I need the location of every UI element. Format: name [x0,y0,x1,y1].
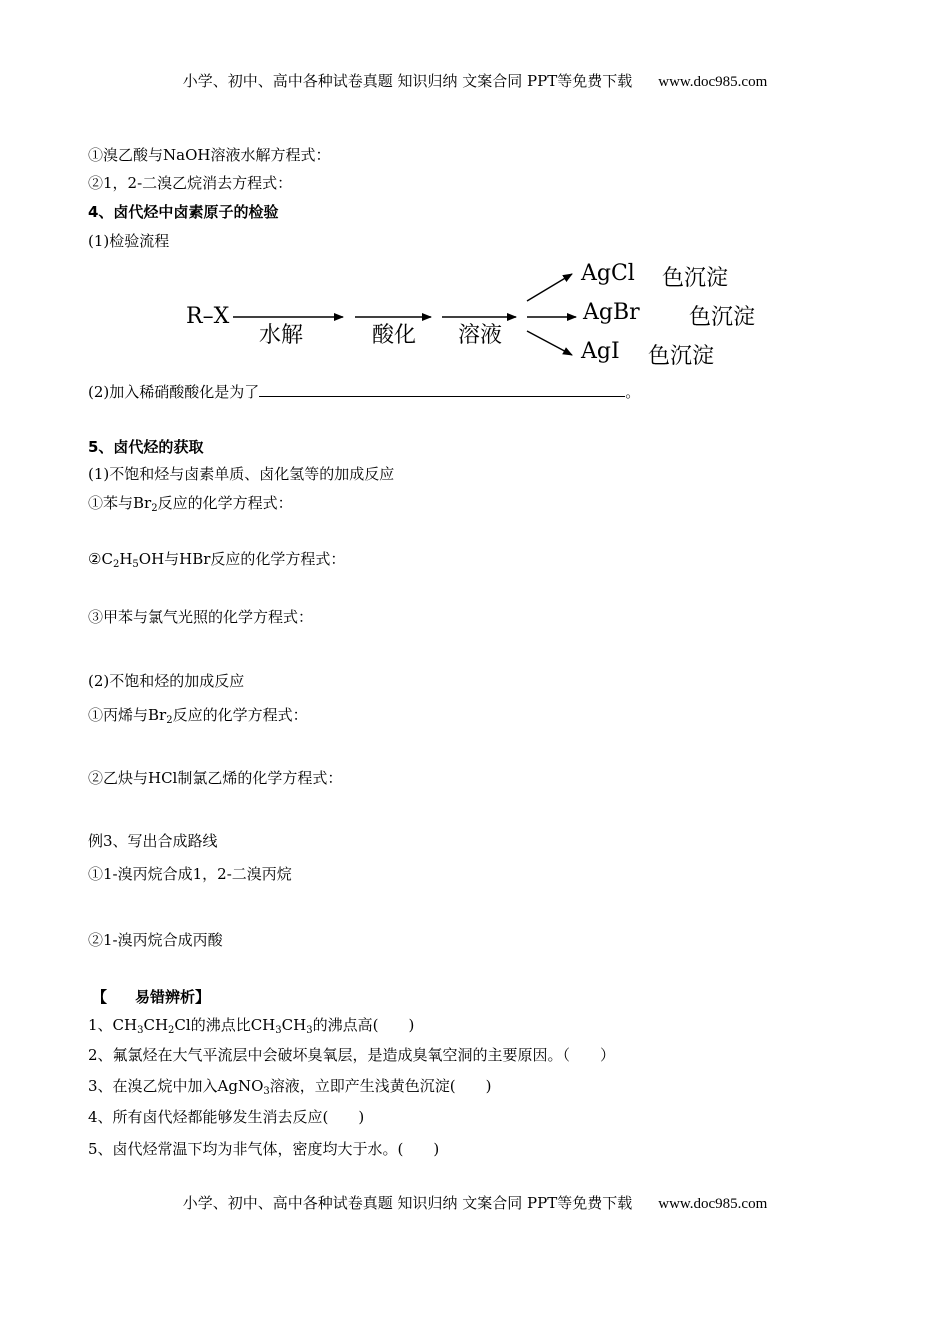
diagram-step-solution: 溶液 [458,323,503,348]
sub: 3 [306,1025,313,1036]
e3-part: ) [485,1077,492,1095]
propene-br2-text: ①丙烯与Br [88,706,167,724]
diagram-product-agcl: AgCl [581,261,635,286]
ethanol-h: H [119,550,133,568]
sub: 3 [275,1025,282,1036]
e1-part: ) [408,1016,415,1034]
e2-part: 2、氟氯烃在大气平流层中会破坏臭氧层，是造成臭氧空洞的主要原因。（ [88,1046,571,1064]
e1-part: CH [143,1016,169,1034]
line-benzene-br2 [88,494,293,512]
sub: 3 [263,1086,270,1097]
diagram-product-agbr: AgBr [583,300,640,325]
section-5-heading: 5、卤代烃的获取 [88,438,204,456]
footer-site: www.doc985.com [658,1196,768,1212]
acidify-purpose-prompt: (2)加入稀硝酸酸化是为了 [88,383,260,401]
example-3-item-1: ①1-溴丙烷合成1，2-二溴丙烷 [88,865,292,883]
header-text: 小学、初中、高中各种试卷真题 知识归纳 文案合同 PPT等免费下载 [182,72,633,90]
sub: 3 [137,1025,144,1036]
error-item-4 [88,1108,364,1126]
benzene-br2-text: ①苯与Br [88,494,152,512]
header-site: www.doc985.com [658,74,768,90]
line-test-procedure: (1)检验流程 [88,232,170,250]
diagram-step-acidify: 酸化 [372,323,417,348]
propene-br2-tail: 反应的化学方程式： [172,706,308,724]
line-propene-br2 [88,706,308,724]
arrow-agi [527,331,572,355]
example-3-item-2: ②1-溴丙烷合成丙酸 [88,931,223,949]
diagram-step-hydrolysis: 水解 [259,323,304,348]
diagram-product-agcl-color: 色沉淀 [662,266,729,291]
sub-2: 2 [166,715,173,726]
line-acetylene-hcl: ②乙炔与HCl制氯乙烯的化学方程式： [88,769,343,787]
e4-part: 4、所有卤代烃都能够发生消去反应( [88,1108,329,1126]
error-item-2 [88,1046,615,1064]
answer-blank[interactable] [259,382,625,397]
diagram-product-agbr-color: 色沉淀 [689,305,756,330]
sub-2: 2 [112,559,120,570]
line-toluene-chlorine: ③甲苯与氯气光照的化学方程式： [88,608,314,626]
example-3-heading: 例3、写出合成路线 [88,832,218,850]
arrow-agcl [527,274,572,301]
line-unsaturated-addition: (2)不饱和烃的加成反应 [88,672,245,690]
error-item-3 [88,1077,492,1095]
bracket-left: 【 [92,988,108,1006]
line-addition-reactions: (1)不饱和烃与卤素单质、卤化氢等的加成反应 [88,465,395,483]
page-footer [0,1192,950,1213]
sub-5: 5 [132,559,139,570]
ethanol-text: ②C [88,550,113,568]
e1-part: 1、CH [88,1016,138,1034]
e1-part: CH [281,1016,307,1034]
error-analysis-heading [92,988,210,1006]
e3-part: 溶液，立即产生浅黄色沉淀( [269,1077,456,1095]
e5-part: ) [433,1140,440,1158]
diagram-product-agi-color: 色沉淀 [648,344,715,369]
e1-part: 的沸点高( [312,1016,379,1034]
ethanol-hbr-tail: OH与HBr反应的化学方程式： [138,550,346,568]
e5-part: 5、卤代烃常温下均为非气体，密度均大于水。( [88,1140,404,1158]
e3-part: 3、在溴乙烷中加入AgNO [88,1077,264,1095]
section-4-heading: 4、卤代烃中卤素原子的检验 [88,203,279,221]
footer-text: 小学、初中、高中各种试卷真题 知识归纳 文案合同 PPT等免费下载 [182,1194,633,1212]
line-ethanol-hbr [88,550,345,568]
sub: 2 [168,1025,175,1036]
sub-2: 2 [151,503,158,514]
error-item-5 [88,1140,439,1158]
line-acidify-purpose [88,382,640,401]
line-bromoacetic-hydrolysis: ①溴乙酸与NaOH溶液水解方程式： [88,146,331,164]
diagram-start-rx: R–X [186,304,230,329]
acidify-purpose-end: 。 [625,383,641,401]
diagram-product-agi: AgI [581,339,620,364]
e4-part: ) [358,1108,365,1126]
e2-part: ） [600,1046,616,1064]
error-analysis-title: 易错辨析】 [135,988,211,1006]
error-item-1 [88,1016,414,1034]
line-dibromoethane-elimination: ②1，2-二溴乙烷消去方程式： [88,174,293,192]
e1-part: Cl的沸点比CH [174,1016,276,1034]
benzene-br2-tail: 反应的化学方程式： [157,494,293,512]
